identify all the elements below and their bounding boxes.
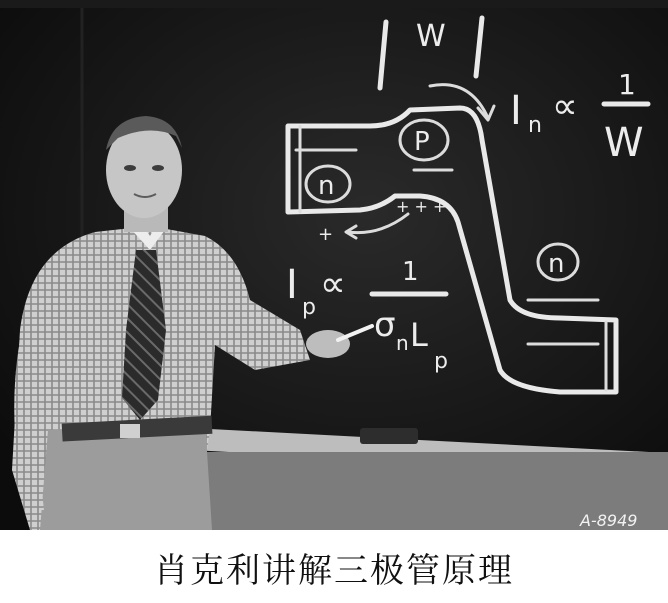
label-length-sub: p xyxy=(434,349,448,374)
label-hole-current-sub: p xyxy=(302,295,316,320)
label-hole-current: I xyxy=(286,262,298,308)
label-proportional-bottom: ∝ xyxy=(320,264,346,305)
label-plus-signs: + + + xyxy=(396,197,447,216)
label-minus-signs: — — — xyxy=(296,117,340,131)
label-length: L xyxy=(410,316,428,354)
photo-stamp: A-8949 xyxy=(580,511,638,530)
label-proportional-top: ∝ xyxy=(552,86,578,127)
label-numerator-bottom: 1 xyxy=(402,257,419,287)
label-sigma: σ xyxy=(374,305,396,345)
label-sigma-sub: n xyxy=(396,331,409,355)
label-plus-single: + xyxy=(318,224,334,245)
label-electron-current: I xyxy=(510,88,522,134)
label-region-n-right: n xyxy=(548,249,565,279)
label-denominator-w: W xyxy=(604,120,644,166)
eraser xyxy=(360,428,418,444)
label-region-p: P xyxy=(414,127,430,157)
label-region-n-left: n xyxy=(318,171,335,201)
label-width: W xyxy=(416,19,446,54)
label-electron-current-sub: n xyxy=(528,113,542,138)
photo-caption: 肖克利讲解三极管原理 xyxy=(154,551,514,591)
label-numerator-top: 1 xyxy=(618,68,636,101)
